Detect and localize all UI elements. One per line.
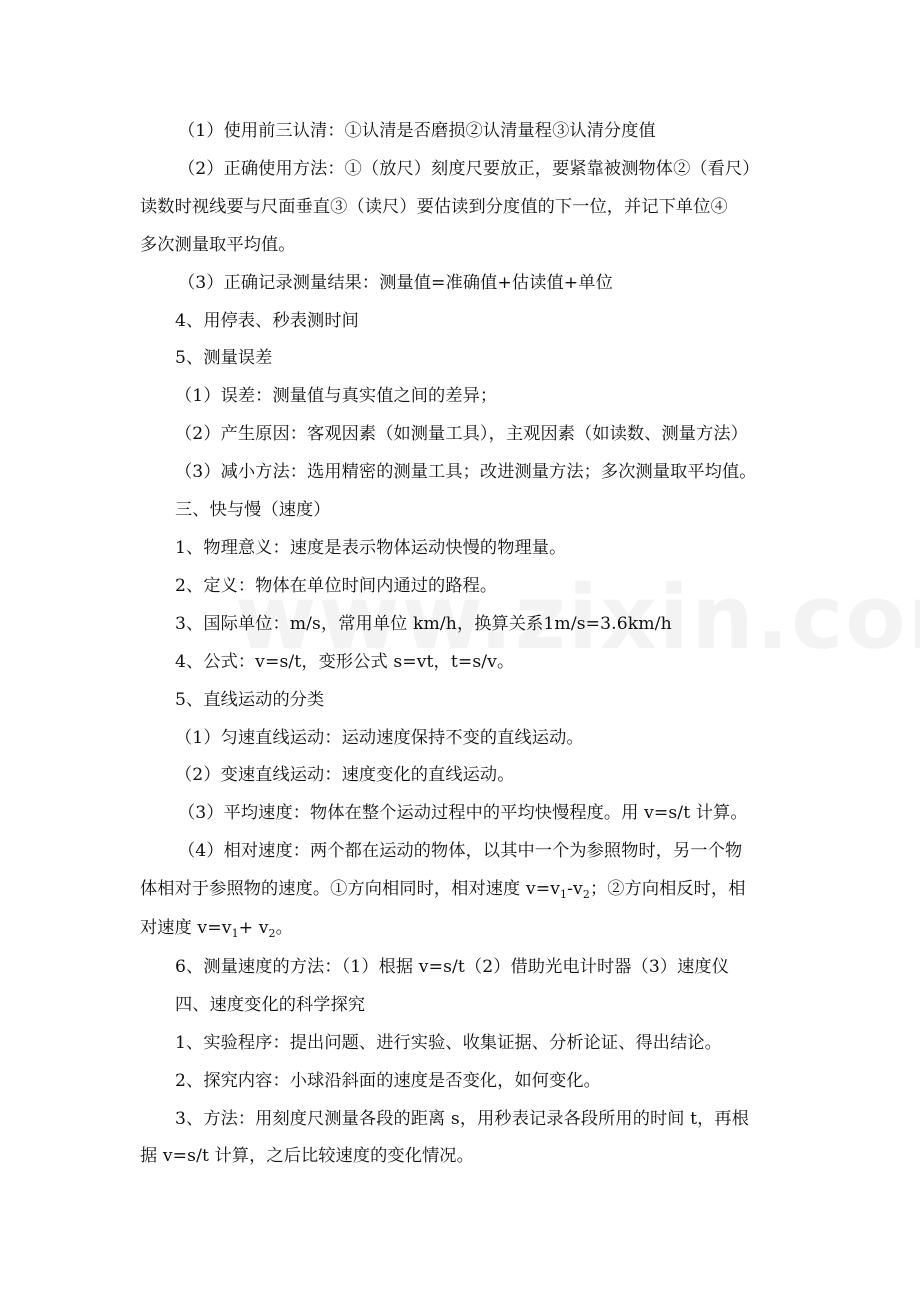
heading-linear-motion: 5、直线运动的分类 <box>175 689 325 710</box>
heading-measure-error: 5、测量误差 <box>175 348 273 369</box>
paragraph-correct-use-line3: 多次测量取平均值。 <box>140 234 296 255</box>
paragraph-method-line1: 3、方法：用刻度尺测量各段的距离 s，用秒表记录各段所用的时间 t，再根 <box>175 1108 750 1129</box>
paragraph-error-cause: （2）产生原因：客观因素（如测量工具），主观因素（如读数、测量方法） <box>175 424 748 445</box>
subscript: 2 <box>268 927 276 941</box>
heading-section-four: 四、速度变化的科学探究 <box>175 994 366 1015</box>
paragraph-method-line2: 据 v=s/t 计算，之后比较速度的变化情况。 <box>140 1146 474 1167</box>
paragraph-use-three-check: （1）使用前三认清：①认清是否磨损②认清量程③认清分度值 <box>178 121 656 141</box>
heading-measure-time: 4、用停表、秒表测时间 <box>175 310 359 331</box>
heading-section-three: 三、快与慢（速度） <box>175 500 331 521</box>
paragraph-definition: 2、定义：物体在单位时间内通过的路程。 <box>175 575 498 596</box>
document-body <box>140 113 785 1176</box>
paragraph-formula: 4、公式：v=s/t，变形公式 s=vt，t=s/v。 <box>175 651 515 672</box>
text-segment: 。 <box>275 918 293 939</box>
paragraph-physics-meaning: 1、物理意义：速度是表示物体运动快慢的物理量。 <box>175 537 567 558</box>
paragraph-average-speed: （3）平均速度：物体在整个运动过程中的平均快慢程度。用 v=s/t 计算。 <box>178 803 748 824</box>
paragraph-correct-use-line2: 读数时视线要与尺面垂直③（读尺）要估读到分度值的下一位，并记下单位④ <box>140 196 728 217</box>
text-segment: 对速度 v=v <box>140 918 232 939</box>
paragraph-variable-motion: （2）变速直线运动：速度变化的直线运动。 <box>175 765 515 786</box>
subscript: 1 <box>560 888 568 902</box>
paragraph-error-reduce: （3）减小方法：选用精密的测量工具；改进测量方法；多次测量取平均值。 <box>175 462 757 483</box>
paragraph-procedure: 1、实验程序：提出问题、进行实验、收集证据、分析论证、得出结论。 <box>175 1032 722 1053</box>
paragraph-uniform-motion: （1）匀速直线运动：运动速度保持不变的直线运动。 <box>175 727 584 748</box>
paragraph-relative-speed-line3 <box>140 910 785 949</box>
text-segment: 体相对于参照物的速度。①方向相同时，相对速度 v=v <box>140 879 561 900</box>
text-segment: + v <box>238 918 269 939</box>
paragraph-inquiry-content: 2、探究内容：小球沿斜面的速度是否变化，如何变化。 <box>175 1070 601 1091</box>
paragraph-relative-speed-line1: （4）相对速度：两个都在运动的物体，以其中一个为参照物时，另一个物 <box>178 841 743 862</box>
paragraph-si-unit: 3、国际单位：m/s，常用单位 km/h，换算关系1m/s=3.6km/h <box>175 613 672 634</box>
paragraph-correct-use-line1: （2）正确使用方法：①（放尺）刻度尺要放正，要紧靠被测物体②（看尺） <box>178 158 760 179</box>
text-segment: ；②方向相反时，相 <box>589 879 746 900</box>
subscript: 1 <box>231 927 239 941</box>
text-segment: -v <box>567 879 583 900</box>
paragraph-relative-speed-line2 <box>140 871 785 910</box>
paragraph-error-def: （1）误差：测量值与真实值之间的差异； <box>175 386 498 407</box>
subscript: 2 <box>582 888 590 902</box>
paragraph-record-result: （3）正确记录测量结果：测量值=准确值+估读值+单位 <box>178 272 613 293</box>
paragraph-speed-methods: 6、测量速度的方法：（1）根据 v=s/t（2）借助光电计时器（3）速度仪 <box>175 956 729 977</box>
